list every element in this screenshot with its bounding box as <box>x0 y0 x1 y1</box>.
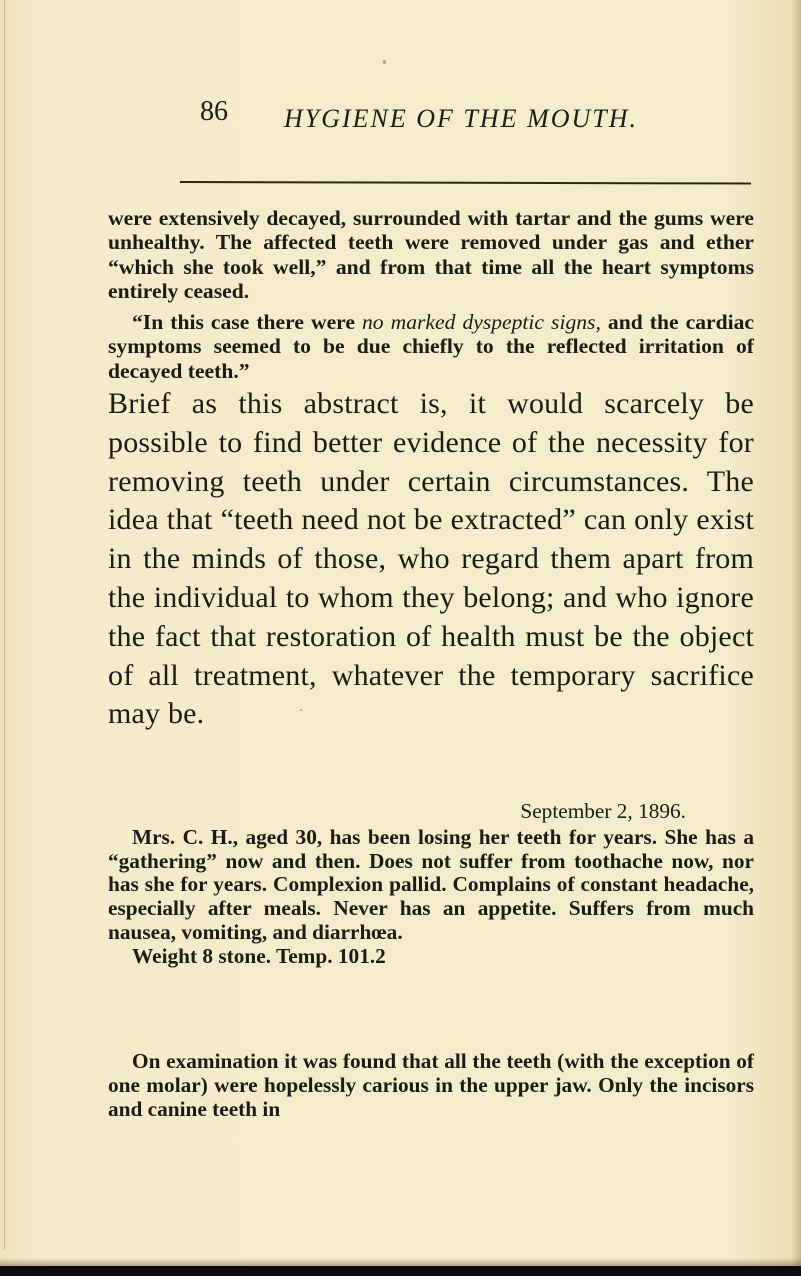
quote-text-after: and the cardiac symptoms seemed to be due chiefly to the reflected irritation of decayed teeth.” <box>108 310 754 383</box>
paper-speck <box>383 60 386 64</box>
paragraph-case-continuation <box>108 206 754 303</box>
page-bottom-edge <box>0 1266 801 1276</box>
page-gutter-line <box>4 0 5 1250</box>
paper-speck <box>300 709 302 711</box>
case-vitals: Weight 8 stone. Temp. 101.2 <box>132 943 386 968</box>
paragraph-quote <box>108 310 754 383</box>
quote-text-before: “In this case there were <box>132 310 362 334</box>
paragraph-text: On examination it was found that all the teeth (with the exception of one molar) were hopelessly carious in the upper jaw. Only the incisors and canine teeth in <box>108 1049 754 1121</box>
case-date: September 2, 1896. <box>520 799 686 823</box>
quote-emphasis: no marked dyspeptic signs, <box>361 310 601 334</box>
paragraph-text: were extensively decayed, surrounded with tartar and the gums were unhealthy. The affected teeth were removed under gas and ether “which she took well,” and from that time all the heart symptoms entirely ceased. <box>108 206 754 303</box>
paragraph-commentary <box>108 385 754 734</box>
page-bottom-shadow <box>0 1258 801 1266</box>
page-number: 86 <box>200 96 228 127</box>
case-report <box>108 800 754 969</box>
page-header <box>200 96 760 136</box>
paragraph-text: Brief as this abstract is, it would scarcely be possible to find better evidence of the necessity for removing teeth under certain circumstances. The idea that “teeth need not be extracted” can only exist in the minds of those, who regard them apart from the individual to whom they belong; and who ignore the fact that restoration of health must be the object of all treatment, whatever the temporary sacrifice may be. <box>108 387 754 731</box>
paragraph-text <box>108 310 754 383</box>
running-title: HYGIENE OF THE MOUTH. <box>284 104 638 133</box>
paragraph-examination <box>108 1050 754 1121</box>
page-edge-shadow <box>791 0 801 1276</box>
case-text: Mrs. C. H., aged 30, has been losing her teeth for years. She has a “gathering” now and then. Does not suffer from toothache now, nor has she for years. Complexion pallid. Complains of constant headache, especially after meals. Never has an appetite. Suffers from much nausea, vomiting, and diarrhœa. <box>108 824 754 944</box>
